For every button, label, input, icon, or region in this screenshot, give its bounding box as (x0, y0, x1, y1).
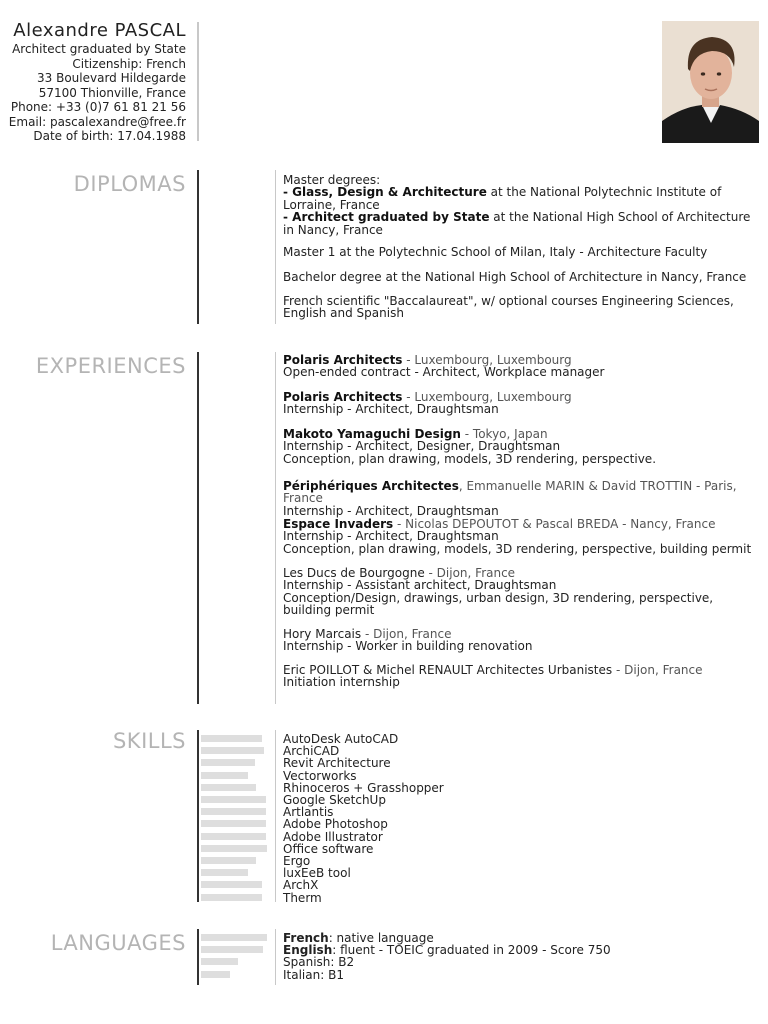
language-name: English (283, 943, 333, 958)
company-name: Makoto Yamaguchi Design (283, 427, 461, 441)
experience-text (283, 391, 763, 416)
email-line: Email: pascalexandre@free.fr (8, 114, 186, 129)
skill-level-bar (201, 845, 267, 852)
skill-name: Vectorworks (283, 768, 357, 783)
skill-name: Adobe Photoshop (283, 817, 388, 832)
diplomas-date-divider (275, 170, 276, 324)
experience-detail: Conception/Design, drawings, urban design, 3D rendering, perspective, building permit (283, 590, 714, 618)
skill-level-bar (201, 808, 266, 815)
contact-header (0, 20, 186, 144)
diploma-intro: Master degrees: (283, 173, 381, 187)
experience-text (283, 518, 763, 555)
experience-detail: Internship - Architect, Draughtsman (283, 402, 499, 417)
company-location: - Dijon, France (361, 627, 452, 641)
experience-text (283, 428, 763, 465)
section-title-diplomas: DIPLOMAS (73, 172, 186, 196)
company-location: , Emmanuelle MARIN & David TROTTIN - Paris, France (283, 479, 737, 506)
language-level-bar (201, 958, 238, 965)
skill-name: ArchX (283, 878, 319, 893)
skill-level-bar (201, 869, 248, 876)
diploma-school: at the National High School of Architecture in Nancy, France (283, 210, 751, 237)
experience-detail: Open-ended contract - Architect, Workplace manager (283, 365, 605, 380)
skill-name: Revit Architecture (283, 756, 391, 771)
company-location: - Dijon, France (424, 566, 516, 580)
language-entry (283, 969, 344, 981)
company-name: Eric POILLOT & Michel RENAULT Architectes Urbanistes (283, 663, 613, 677)
experience-detail: Initiation internship (283, 675, 400, 690)
diploma-entry (283, 211, 753, 236)
language-level: : fluent - TOEIC graduated in 2009 - Score 750 (332, 943, 611, 958)
skill-level-bar (201, 784, 256, 791)
experience-detail: Conception, plan drawing, models, 3D rendering, perspective. (283, 451, 657, 466)
birthdate-line: Date of birth: 17.04.1988 (33, 129, 186, 143)
address-line-2: 57100 Thionville, France (38, 85, 186, 100)
skill-level-bar (201, 833, 266, 840)
language-level: : native language (328, 931, 434, 945)
skill-name: luxEeB tool (283, 866, 351, 881)
company-location: - Luxembourg, Luxembourg (402, 353, 572, 367)
experiences-date-divider (275, 352, 276, 704)
diploma-text (283, 174, 753, 236)
skill-name: AutoDesk AutoCAD (283, 732, 399, 746)
section-title-languages: LANGUAGES (50, 931, 186, 955)
language-level-bar (201, 971, 230, 978)
skill-level-bar (201, 881, 262, 888)
address-line-1: 33 Boulevard Hildegarde (37, 71, 186, 85)
skill-name: Adobe Illustrator (283, 829, 383, 844)
skill-level-bar (201, 747, 264, 754)
company-name: Polaris Architects (283, 390, 403, 404)
section-title-experiences: EXPERIENCES (35, 354, 186, 378)
language-level-bar (201, 946, 263, 953)
diplomas-divider (197, 170, 199, 324)
skill-name: Artlantis (283, 805, 334, 820)
skill-level-bar (201, 759, 255, 766)
skill-level-bar (201, 820, 266, 827)
experience-text (283, 664, 763, 689)
experience-text (283, 628, 763, 653)
experience-detail: Conception, plan drawing, models, 3D rendering, perspective, building permit (283, 541, 752, 556)
languages-divider (197, 929, 199, 985)
experience-text (283, 567, 763, 617)
title-line: Architect graduated by State (12, 42, 186, 56)
language-level: : B1 (320, 967, 344, 982)
diploma-title: - Architect graduated by State (283, 210, 490, 225)
company-name: Polaris Architects (283, 353, 403, 367)
company-name: Espace Invaders (283, 517, 394, 531)
experience-text (283, 480, 763, 517)
diploma-entry (283, 186, 753, 211)
experience-detail: Internship - Architect, Draughtsman (283, 503, 499, 518)
profile-photo (662, 21, 759, 143)
experience-detail: Internship - Assistant architect, Draughtsman (283, 578, 557, 593)
skill-level-bar (201, 894, 262, 901)
experience-detail: Internship - Architect, Designer, Draughtsman (283, 439, 561, 454)
skills-label-divider (275, 730, 276, 902)
citizenship-line: Citizenship: French (72, 56, 186, 71)
diploma-text: Master 1 at the Polytechnic School of Milan, Italy - Architecture Faculty (283, 245, 708, 259)
language-level: : B2 (330, 955, 355, 970)
diploma-text: French scientific "Baccalaureat", w/ optional courses Engineering Sciences, English and Spanish (283, 294, 734, 321)
skill-name: Rhinoceros + Grasshopper (283, 780, 444, 795)
diploma-school: at the National Polytechnic Institute of Lorraine, France (283, 185, 722, 212)
experience-heading (283, 480, 763, 505)
skill-name: Office software (283, 841, 374, 856)
skill-name: Google SketchUp (283, 793, 386, 807)
skill-level-bar (201, 735, 262, 742)
skill-level-bar (201, 772, 248, 779)
experience-detail: Internship - Architect, Draughtsman (283, 529, 499, 544)
company-name: Périphériques Architectes (283, 479, 459, 493)
company-name: Hory Marcais (283, 627, 362, 641)
skill-level-bar (201, 796, 266, 803)
diploma-title: - Glass, Design & Architecture (283, 185, 487, 200)
language-name: Italian (283, 967, 321, 982)
diploma-text: Bachelor degree at the National High School of Architecture in Nancy, France (283, 270, 747, 284)
languages-label-divider (275, 929, 276, 985)
skill-name: Therm (283, 890, 322, 905)
experience-text (283, 354, 763, 379)
experiences-divider (197, 352, 199, 704)
candidate-name: Alexandre PASCAL (13, 20, 186, 41)
skills-divider (197, 730, 199, 902)
experience-detail: Internship - Worker in building renovation (283, 639, 533, 654)
skill-name: Ergo (283, 854, 311, 868)
company-name: Les Ducs de Bourgogne (283, 566, 425, 580)
company-location: - Luxembourg, Luxembourg (402, 390, 572, 404)
company-location: - Tokyo, Japan (460, 427, 548, 441)
language-name: Spanish (283, 955, 331, 970)
section-title-skills: SKILLS (112, 729, 186, 753)
portrait-image (662, 21, 759, 143)
header-divider (197, 22, 199, 141)
language-level-bar (201, 934, 267, 941)
language-name: French (283, 931, 329, 945)
skill-name: ArchiCAD (283, 744, 340, 759)
company-location: - Dijon, France (612, 663, 703, 677)
company-location: - Nicolas DEPOUTOT & Pascal BREDA - Nancy, France (393, 517, 716, 531)
phone-line: Phone: +33 (0)7 61 81 21 56 (10, 100, 186, 114)
skill-level-bar (201, 857, 256, 864)
